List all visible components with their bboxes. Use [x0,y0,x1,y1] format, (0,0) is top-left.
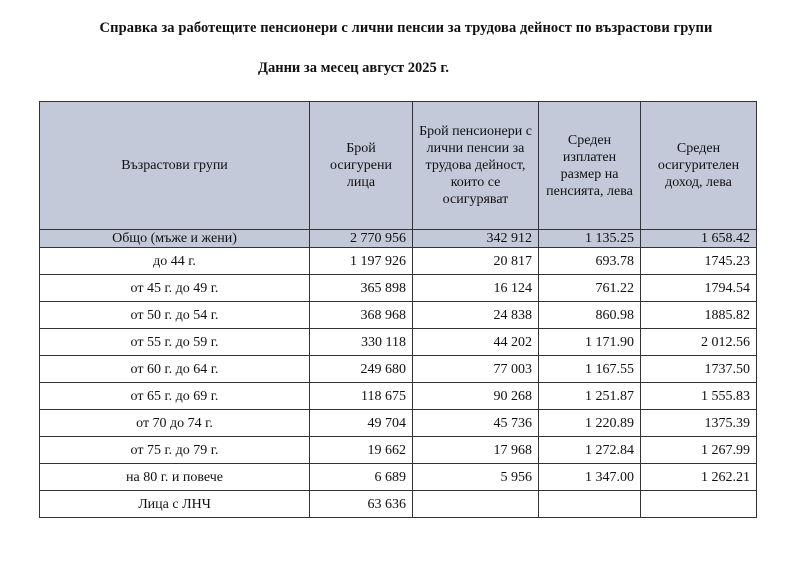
header-insured-count: Брой осигурени лица [310,102,413,230]
table-row [40,383,757,410]
cell-age-group: Общо (мъже и жени) [40,230,310,248]
document-subtitle: Данни за месец август 2025 г. [258,60,449,76]
cell-avg-income: 1737.50 [641,356,757,383]
cell-age-group: до 44 г. [40,248,310,275]
header-pensioners-count: Брой пенсионери с лични пенсии за трудова дейност, които се осигуряват [413,102,539,230]
cell-pensioners: 20 817 [413,248,539,275]
cell-pensioners: 90 268 [413,383,539,410]
cell-avg-pension: 693.78 [539,248,641,275]
cell-avg-income: 1375.39 [641,410,757,437]
cell-avg-pension: 1 251.87 [539,383,641,410]
pensioners-table [39,101,757,518]
cell-insured: 63 636 [310,491,413,518]
cell-age-group: от 55 г. до 59 г. [40,329,310,356]
cell-empty [539,491,641,518]
cell-age-group: от 50 г. до 54 г. [40,302,310,329]
cell-insured: 368 968 [310,302,413,329]
cell-pensioners: 17 968 [413,437,539,464]
table-header-row [40,102,757,230]
cell-pensioners: 24 838 [413,302,539,329]
document-title: Справка за работещите пенсионери с лични пенсии за трудова дейност по възрастови групи [99,20,713,36]
table-row [40,437,757,464]
cell-age-group: Лица с ЛНЧ [40,491,310,518]
cell-avg-income: 1 658.42 [641,230,757,248]
cell-avg-income: 1745.23 [641,248,757,275]
cell-avg-income: 1 267.99 [641,437,757,464]
cell-pensioners: 44 202 [413,329,539,356]
cell-avg-income: 1794.54 [641,275,757,302]
cell-avg-income: 1 555.83 [641,383,757,410]
table-row [40,248,757,275]
cell-pensioners: 16 124 [413,275,539,302]
cell-avg-income: 2 012.56 [641,329,757,356]
header-age-groups: Възрастови групи [40,102,310,230]
cell-pensioners: 45 736 [413,410,539,437]
cell-age-group: от 60 г. до 64 г. [40,356,310,383]
cell-age-group: от 65 г. до 69 г. [40,383,310,410]
cell-pensioners: 5 956 [413,464,539,491]
cell-avg-pension: 1 171.90 [539,329,641,356]
cell-insured: 49 704 [310,410,413,437]
cell-insured: 1 197 926 [310,248,413,275]
table-row [40,302,757,329]
cell-insured: 249 680 [310,356,413,383]
cell-avg-pension: 1 220.89 [539,410,641,437]
cell-empty [641,491,757,518]
cell-avg-pension: 1 167.55 [539,356,641,383]
cell-avg-income: 1885.82 [641,302,757,329]
cell-insured: 2 770 956 [310,230,413,248]
cell-age-group: от 45 г. до 49 г. [40,275,310,302]
header-average-pension: Среден изплатен размер на пенсията, лева [539,102,641,230]
cell-age-group: от 70 до 74 г. [40,410,310,437]
cell-insured: 330 118 [310,329,413,356]
cell-pensioners: 77 003 [413,356,539,383]
table-row [40,410,757,437]
table-row [40,464,757,491]
cell-avg-pension: 1 347.00 [539,464,641,491]
cell-insured: 19 662 [310,437,413,464]
cell-avg-pension: 761.22 [539,275,641,302]
cell-insured: 365 898 [310,275,413,302]
header-average-income: Среден осигурителен доход, лева [641,102,757,230]
cell-insured: 6 689 [310,464,413,491]
cell-empty [413,491,539,518]
table-row [40,275,757,302]
cell-age-group: на 80 г. и повече [40,464,310,491]
cell-age-group: от 75 г. до 79 г. [40,437,310,464]
cell-insured: 118 675 [310,383,413,410]
table-row [40,356,757,383]
cell-pensioners: 342 912 [413,230,539,248]
table-row [40,329,757,356]
table-row-total [40,230,757,248]
cell-avg-pension: 860.98 [539,302,641,329]
table-row-lnch [40,491,757,518]
cell-avg-pension: 1 272.84 [539,437,641,464]
cell-avg-income: 1 262.21 [641,464,757,491]
cell-avg-pension: 1 135.25 [539,230,641,248]
